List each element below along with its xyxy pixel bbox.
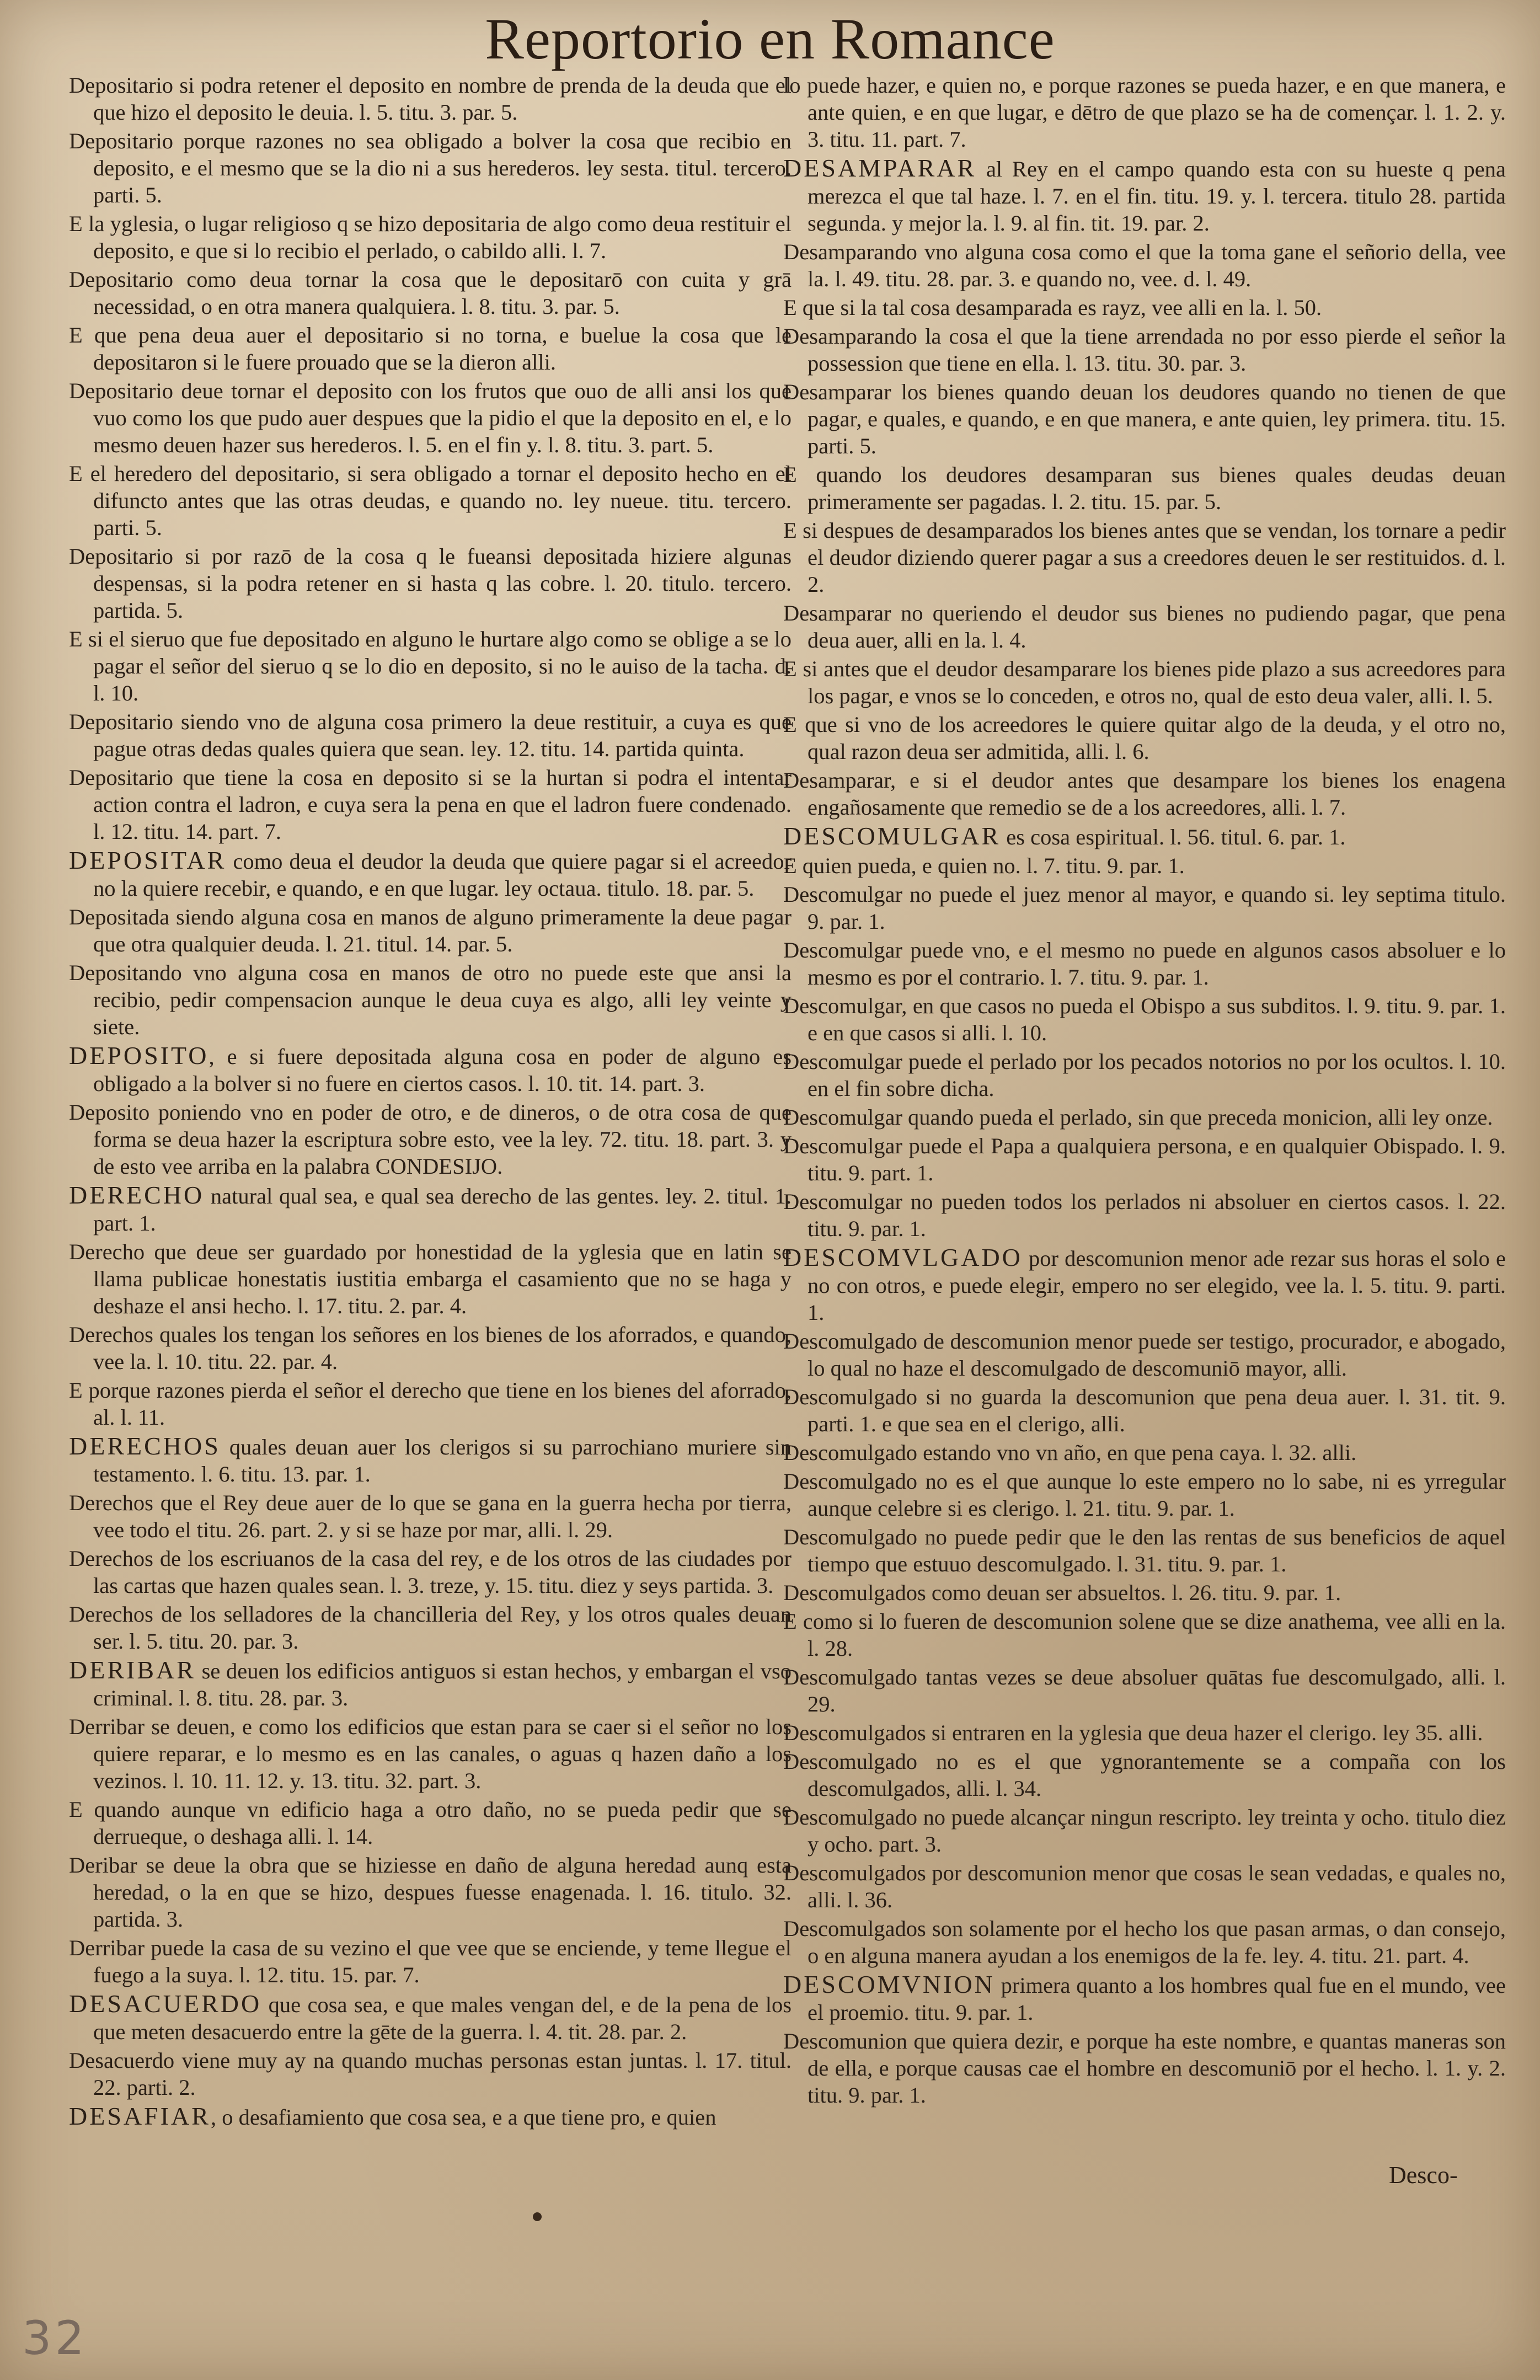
entry-headword: DESAFIAR bbox=[69, 2102, 211, 2130]
entry bbox=[69, 1990, 792, 2045]
entry bbox=[783, 1244, 1506, 1326]
entry bbox=[783, 822, 1506, 851]
entry bbox=[69, 1852, 792, 1933]
entry bbox=[783, 1579, 1506, 1606]
entry-text: Desamparar no queriendo el deudor sus bienes no pudiendo pagar, que pena deua auer, alli en la. l. 4. bbox=[783, 601, 1506, 653]
entry-text: Depositario como deua tornar la cosa que le depositarō con cuita y grā necessidad, o en otra manera qualquiera. l. 8. titu. 3. par. 5. bbox=[69, 267, 792, 319]
entry-headword: DERECHO bbox=[69, 1181, 205, 1209]
entry-headword: DERECHOS bbox=[69, 1432, 221, 1460]
entry-text: Descomulgar puede el perlado por los pecados notorios no por los ocultos. l. 10. en el fin sobre dicha. bbox=[783, 1049, 1506, 1101]
entry bbox=[783, 1048, 1506, 1102]
entry bbox=[69, 1489, 792, 1543]
entry bbox=[69, 764, 792, 845]
entry bbox=[783, 600, 1506, 654]
entry bbox=[783, 1859, 1506, 1913]
entry-headword: DESCOMULGAR bbox=[783, 822, 1001, 850]
entry-text: E quien pueda, e quien no. l. 7. titu. 9. par. 1. bbox=[783, 853, 1185, 878]
entry bbox=[783, 1664, 1506, 1718]
entry bbox=[783, 1188, 1506, 1242]
folio-note: 32 bbox=[22, 2311, 88, 2365]
catchword: Desco- bbox=[1389, 2162, 1458, 2189]
entry bbox=[783, 1439, 1506, 1466]
entry-text: E que si la tal cosa desamparada es rayz, vee alli en la. l. 50. bbox=[783, 295, 1322, 320]
entry-text: E que pena deua auer el depositario si no torna, e buelue la cosa que le depositaron si le fuere prouado que se la dieron alli. bbox=[69, 323, 792, 375]
entry bbox=[69, 322, 792, 376]
entry-text: E que si vno de los acreedores le quiere quitar algo de la deuda, y el otro no, qual razon deua ser admitida, alli. l. 6. bbox=[783, 712, 1506, 764]
entry-text: Descomulgado no es el que ygnorantemente se a compaña con los descomulgados, alli. l. 34. bbox=[783, 1749, 1506, 1801]
entry-text: Derecho que deue ser guardado por honestidad de la yglesia que en latin se llama publicae honestatis iustitia embarga el casamiento que no se haga y deshaze el ansi hecho. l. 17. titu. 2. par. 4. bbox=[69, 1239, 792, 1318]
entry-text: E como si lo fueren de descomunion solene que se dize anathema, vee alli en la. l. 28. bbox=[783, 1609, 1506, 1661]
entry-text: Depositario si por razō de la cosa q le fueansi depositada hiziere algunas despensas, si la podra retener en si hasta q las cobre. l. 20. titulo. tercero. partida. 5. bbox=[69, 544, 792, 623]
entry-text: Depositario deue tornar el deposito con los frutos que ouo de alli ansi los que vuo como los que pudo auer despues que la pidio el que la deposito en el, e lo mesmo deuen hazer sus herederos. l. 5. en el fin y. l. 8. titu. 3. part. 5. bbox=[69, 378, 792, 457]
entry-text: Derechos que el Rey deue auer de lo que se gana en la guerra hecha por tierra, vee todo el titu. 26. part. 2. y si se haze por mar, alli. l. 29. bbox=[69, 1490, 792, 1542]
entry-text: Descomulgar puede el Papa a qualquiera persona, e en qualquier Obispado. l. 9. titu. 9. part. 1. bbox=[783, 1133, 1506, 1185]
entry-text: E el heredero del depositario, si sera obligado a tornar el deposito hecho en el difuncto antes que las otras deudas, e quando no. ley nueue. titu. tercero. parti. 5. bbox=[69, 461, 792, 540]
entry-text: Descomunion que quiera dezir, e porque ha este nombre, e quantas maneras son de ella, e porque causas cae el hombre en descomuniō por el hecho. l. 1. y. 2. titu. 9. par. 1. bbox=[783, 2029, 1506, 2108]
entry bbox=[783, 1719, 1506, 1746]
entry-text: primera quanto a los hombres qual fue en el mundo, vee el proemio. titu. 9. par. 1. bbox=[808, 1973, 1506, 2025]
entry bbox=[69, 2047, 792, 2101]
entry-text: Descomulgado no es el que aunque lo este empero no lo sabe, ni es yrregular aunque celebre si es clerigo. l. 21. titu. 9. par. 1. bbox=[783, 1469, 1506, 1521]
entry bbox=[69, 708, 792, 762]
entry bbox=[783, 1132, 1506, 1186]
entry bbox=[783, 1804, 1506, 1858]
entry-text: , e si fuere depositada alguna cosa en poder de alguno es obligado a la bolver si no fuere en ciertos casos. l. 10. tit. 14. part. 3. bbox=[93, 1044, 792, 1096]
entry bbox=[783, 655, 1506, 709]
entry-text: lo puede hazer, e quien no, e porque razones se pueda hazer, e en que manera, e ante quien, e en que lugar, e dētro de que plazo se ha de començar. l. 1. 2. y. 3. titu. 11. part. 7. bbox=[783, 73, 1506, 152]
entry bbox=[69, 1377, 792, 1431]
right-column bbox=[783, 72, 1506, 2212]
entry-text: como deua el deudor la deuda que quiere pagar si el acreedor no la quiere recebir, e quando, e en que lugar. ley octaua. titulo. 18. par. 5. bbox=[93, 849, 792, 901]
entry-text: que cosa sea, e que males vengan del, e de la pena de los que meten desacuerdo entre la gēte de la guerra. l. 4. tit. 28. par. 2. bbox=[93, 1992, 792, 2044]
entry-text: por descomunion menor ade rezar sus horas el solo e no con otros, e puede elegir, empero no ser elegido, vee la. l. 5. titu. 9. parti. 1. bbox=[808, 1246, 1506, 1325]
entry-text: Descomulgar puede vno, e el mesmo no puede en algunos casos absoluer e lo mesmo es por el contrario. l. 7. titu. 9. par. 1. bbox=[783, 938, 1506, 990]
entry-headword: DESAMPARAR bbox=[783, 154, 977, 182]
entry-text: E quando los deudores desamparan sus bienes quales deudas deuan primeramente ser pagadas. l. 2. titu. 15. par. 5. bbox=[783, 462, 1506, 514]
entry-text: Depositario si podra retener el deposito en nombre de prenda de la deuda que el que hizo el deposito le deuia. l. 5. titu. 3. par. 5. bbox=[69, 73, 792, 125]
entry-text: Derribar puede la casa de su vezino el que vee que se enciende, y teme llegue el fuego a la suya. l. 12. titu. 15. par. 7. bbox=[69, 1935, 792, 1987]
entry bbox=[69, 543, 792, 624]
entry-text: Deribar se deue la obra que se hiziesse en daño de alguna heredad aunq esta heredad, o la en que se hizo, despues fuesse enagenada. l. 16. titulo. 32. partida. 3. bbox=[69, 1853, 792, 1932]
entry-text: Desacuerdo viene muy ay na quando muchas personas estan juntas. l. 17. titul. 22. parti. 2. bbox=[69, 2048, 792, 2100]
entry-text: Descomulgado de descomunion menor puede ser testigo, procurador, e abogado, lo qual no haze el descomulgado de descomuniō mayor, alli. bbox=[783, 1329, 1506, 1381]
entry-text: Derechos quales los tengan los señores en los bienes de los aforrados, e quando, vee la. l. 10. titu. 22. par. 4. bbox=[69, 1322, 792, 1374]
entry-text: Descomulgados son solamente por el hecho los que pasan armas, o dan consejo, o en alguna manera ayudan a los enemigos de la fe. ley. 4. titu. 21. part. 4. bbox=[783, 1916, 1506, 1968]
entry-headword: DERIBAR bbox=[69, 1656, 196, 1684]
entry-text: Descomulgar quando pueda el perlado, sin que preceda monicion, alli ley onze. bbox=[783, 1105, 1493, 1130]
entry-text: E porque razones pierda el señor el derecho que tiene en los bienes del aforrado, al. l. 11. bbox=[69, 1378, 792, 1430]
entry bbox=[69, 1545, 792, 1599]
entry bbox=[783, 461, 1506, 515]
entry-text: Depositario que tiene la cosa en deposito si se la hurtan si podra el intentar action contra el ladron, e cuya sera la pena en que el ladron fuere condenado. l. 12. titu. 14. part. 7. bbox=[69, 765, 792, 844]
entry bbox=[783, 1748, 1506, 1802]
entry-text: Desamparando vno alguna cosa como el que la toma gane el señorio della, vee la. l. 49. titu. 28. par. 3. e quando no, vee. d. l. 49. bbox=[783, 239, 1506, 291]
entry bbox=[69, 127, 792, 208]
page-title: Reportorio en Romance bbox=[485, 7, 1055, 71]
entry-text: Desamparar, e si el deudor antes que desampare los bienes los enagena engañosamente que remedio se de a los acreedores, alli. l. 7. bbox=[783, 768, 1506, 820]
entry-text: Depositario siendo vno de alguna cosa primero la deue restituir, a cuya es que pague otras dedas quales quiera que sean. ley. 12. titu. 14. partida quinta. bbox=[69, 709, 792, 761]
entry bbox=[783, 1468, 1506, 1522]
entry bbox=[69, 1238, 792, 1319]
entry bbox=[69, 903, 792, 958]
entry-text: E si el sieruo que fue depositado en alguno le hurtare algo como se oblige a se lo pagar el señor del sieruo q se lo dio en deposito, si no le auiso de la tacha. d. l. 10. bbox=[69, 627, 792, 705]
entry-text: al Rey en el campo quando esta con su hueste q pena merezca el que tal haze. l. 7. en el fin. titu. 19. y. l. tercera. titulo 28. partida segunda. y mejor la. l. 9. al fin. tit. 19. par. 2. bbox=[808, 157, 1506, 236]
entry bbox=[783, 517, 1506, 598]
entry-text: E si antes que el deudor desamparare los bienes pide plazo a sus acreedores para los pagar, e vnos se lo conceden, e otros no, qual de esto deua valer, alli. l. 5. bbox=[783, 656, 1506, 708]
entry bbox=[69, 959, 792, 1040]
entry bbox=[783, 881, 1506, 935]
entry-text: Descomulgados como deuan ser absueltos. l. 26. titu. 9. par. 1. bbox=[783, 1580, 1341, 1605]
entry bbox=[783, 2028, 1506, 2109]
entry bbox=[783, 154, 1506, 237]
entry bbox=[783, 1104, 1506, 1131]
entry-text: Derribar se deuen, e como los edificios que estan para se caer si el señor no los quiere reparar, e lo mesmo es en las canales, o aguas q hazen daño a los vezinos. l. 10. 11. 12. y. 13. titu. 32. part. 3. bbox=[69, 1714, 792, 1793]
entry bbox=[69, 1601, 792, 1655]
entry bbox=[783, 711, 1506, 765]
entry-text: E si despues de desamparados los bienes antes que se vendan, los tornare a pedir el deudor diziendo querer pagar a sus a creedores deuen le ser restituidos. d. l. 2. bbox=[783, 518, 1506, 597]
entry-text: Depositada siendo alguna cosa en manos de alguno primeramente la deue pagar que otra qualquier deuda. l. 21. titul. 14. par. 5. bbox=[69, 905, 792, 956]
entry bbox=[783, 992, 1506, 1046]
entry bbox=[69, 1099, 792, 1180]
entry-text: Descomulgado no puede alcançar ningun rescripto. ley treinta y ocho. titulo diez y ocho. part. 3. bbox=[783, 1805, 1506, 1857]
entry bbox=[783, 378, 1506, 459]
entry-text: Descomulgar no puede el juez menor al mayor, e quando si. ley septima titulo. 9. par. 1. bbox=[783, 882, 1506, 934]
entry-text: quales deuan auer los clerigos si su parrochiano muriere sin testamento. l. 6. titu. 13. par. 1. bbox=[93, 1435, 792, 1486]
entry bbox=[69, 1432, 792, 1488]
entry-headword: DESCOMVLGADO bbox=[783, 1243, 1023, 1271]
entry bbox=[69, 210, 792, 264]
entry-headword: DESCOMVNION bbox=[783, 1970, 995, 1998]
entry bbox=[69, 1713, 792, 1794]
entry bbox=[783, 767, 1506, 821]
entry-text: Descomulgados por descomunion menor que cosas le sean vedadas, e quales no, alli. l. 36. bbox=[783, 1860, 1506, 1912]
entry bbox=[69, 1656, 792, 1712]
entry-text: E quando aunque vn edificio haga a otro daño, no se pueda pedir que se derrueque, o deshaga alli. l. 14. bbox=[69, 1797, 792, 1849]
entry-text: Descomulgados si entraren en la yglesia que deua hazer el clerigo. ley 35. alli. bbox=[783, 1720, 1483, 1745]
entry bbox=[783, 323, 1506, 377]
entry bbox=[783, 72, 1506, 153]
ornament-dot bbox=[533, 2212, 542, 2221]
entry-text: Descomulgado si no guarda la descomunion que pena deua auer. l. 31. tit. 9. parti. 1. e que sea en el clerigo, alli. bbox=[783, 1384, 1506, 1436]
entry-text: se deuen los edificios antiguos si estan hechos, y embargan el vso criminal. l. 8. titu. 28. par. 3. bbox=[93, 1659, 792, 1710]
entry bbox=[783, 294, 1506, 321]
left-column bbox=[69, 72, 792, 2212]
entry-text: Deposito poniendo vno en poder de otro, e de dineros, o de otra cosa de que forma se deua hazer la escriptura sobre esto, vee la ley. 72. titu. 18. part. 3. y de esto vee arriba en la palabra CONDESIJO. bbox=[69, 1100, 792, 1179]
entry-headword: DEPOSITAR bbox=[69, 846, 227, 874]
entry bbox=[69, 625, 792, 707]
entry-text: Descomulgado tantas vezes se deue absoluer quātas fue descomulgado, alli. l. 29. bbox=[783, 1665, 1506, 1716]
entry bbox=[783, 852, 1506, 879]
entry-text: Descomulgar no pueden todos los perlados ni absoluer en ciertos casos. l. 22. titu. 9. par. 1. bbox=[783, 1189, 1506, 1241]
entry bbox=[69, 1796, 792, 1850]
entry-text: Derechos de los selladores de la chancilleria del Rey, y los otros quales deuan ser. l. 5. titu. 20. par. 3. bbox=[69, 1602, 792, 1654]
entry bbox=[69, 847, 792, 902]
entry bbox=[783, 1915, 1506, 1969]
entry bbox=[783, 1383, 1506, 1437]
entry bbox=[69, 1181, 792, 1237]
entry-text: es cosa espiritual. l. 56. titul. 6. par. 1. bbox=[1001, 825, 1346, 849]
entry bbox=[783, 1971, 1506, 2026]
entry bbox=[69, 1934, 792, 1988]
entry bbox=[783, 937, 1506, 991]
entry bbox=[69, 1042, 792, 1097]
entry bbox=[783, 1608, 1506, 1662]
entry bbox=[69, 460, 792, 541]
entry bbox=[69, 266, 792, 320]
entry bbox=[783, 1328, 1506, 1382]
entry-text: Descomulgado no puede pedir que le den las rentas de sus beneficios de aquel tiempo que estuuo descomulgado. l. 31. titu. 9. par. 1. bbox=[783, 1525, 1506, 1576]
entry bbox=[783, 238, 1506, 292]
entry-text: Derechos de los escriuanos de la casa del rey, e de los otros de las ciudades por las cartas que hazen quales sean. l. 3. treze, y. 15. titu. diez y seys partida. 3. bbox=[69, 1546, 792, 1598]
entry-text: natural qual sea, e qual sea derecho de las gentes. ley. 2. titul. 1. part. 1. bbox=[93, 1184, 792, 1236]
entry-text: , o desafiamiento que cosa sea, e a que tiene pro, e quien bbox=[210, 2105, 716, 2130]
entry-text: E la yglesia, o lugar religioso q se hizo depositaria de algo como deua restituir el deposito, e que si lo recibio el perlado, o cabildo alli. l. 7. bbox=[69, 211, 792, 263]
entry-text: Depositario porque razones no sea obligado a bolver la cosa que recibio en deposito, e el mesmo que se la dio ni a sus herederos. ley sesta. titul. tercero. parti. 5. bbox=[69, 129, 792, 207]
entry bbox=[783, 1523, 1506, 1577]
entry-headword: DESACUERDO bbox=[69, 1989, 262, 2018]
entry-text: Descomulgado estando vno vn año, en que pena caya. l. 32. alli. bbox=[783, 1440, 1357, 1465]
entry bbox=[69, 72, 792, 126]
entry-headword: DEPOSITO bbox=[69, 1041, 209, 1069]
entry bbox=[69, 1321, 792, 1375]
entry-text: Depositando vno alguna cosa en manos de otro no puede este que ansi la recibio, pedir compensacion aunque le deua cuya es algo, alli ley veinte y siete. bbox=[69, 960, 792, 1039]
entry bbox=[69, 2103, 792, 2131]
entry-text: Desamparar los bienes quando deuan los deudores quando no tienen de que pagar, e quales, e quando, e en que manera, e ante quien, ley primera. titu. 15. parti. 5. bbox=[783, 379, 1506, 458]
entry-text: Descomulgar, en que casos no pueda el Obispo a sus subditos. l. 9. titu. 9. par. 1. e en que casos si alli. l. 10. bbox=[783, 993, 1506, 1045]
entry bbox=[69, 377, 792, 458]
entry-text: Desamparando la cosa el que la tiene arrendada no por esso pierde el señor la possession que tiene en ella. l. 13. titu. 30. par. 3. bbox=[783, 324, 1506, 376]
